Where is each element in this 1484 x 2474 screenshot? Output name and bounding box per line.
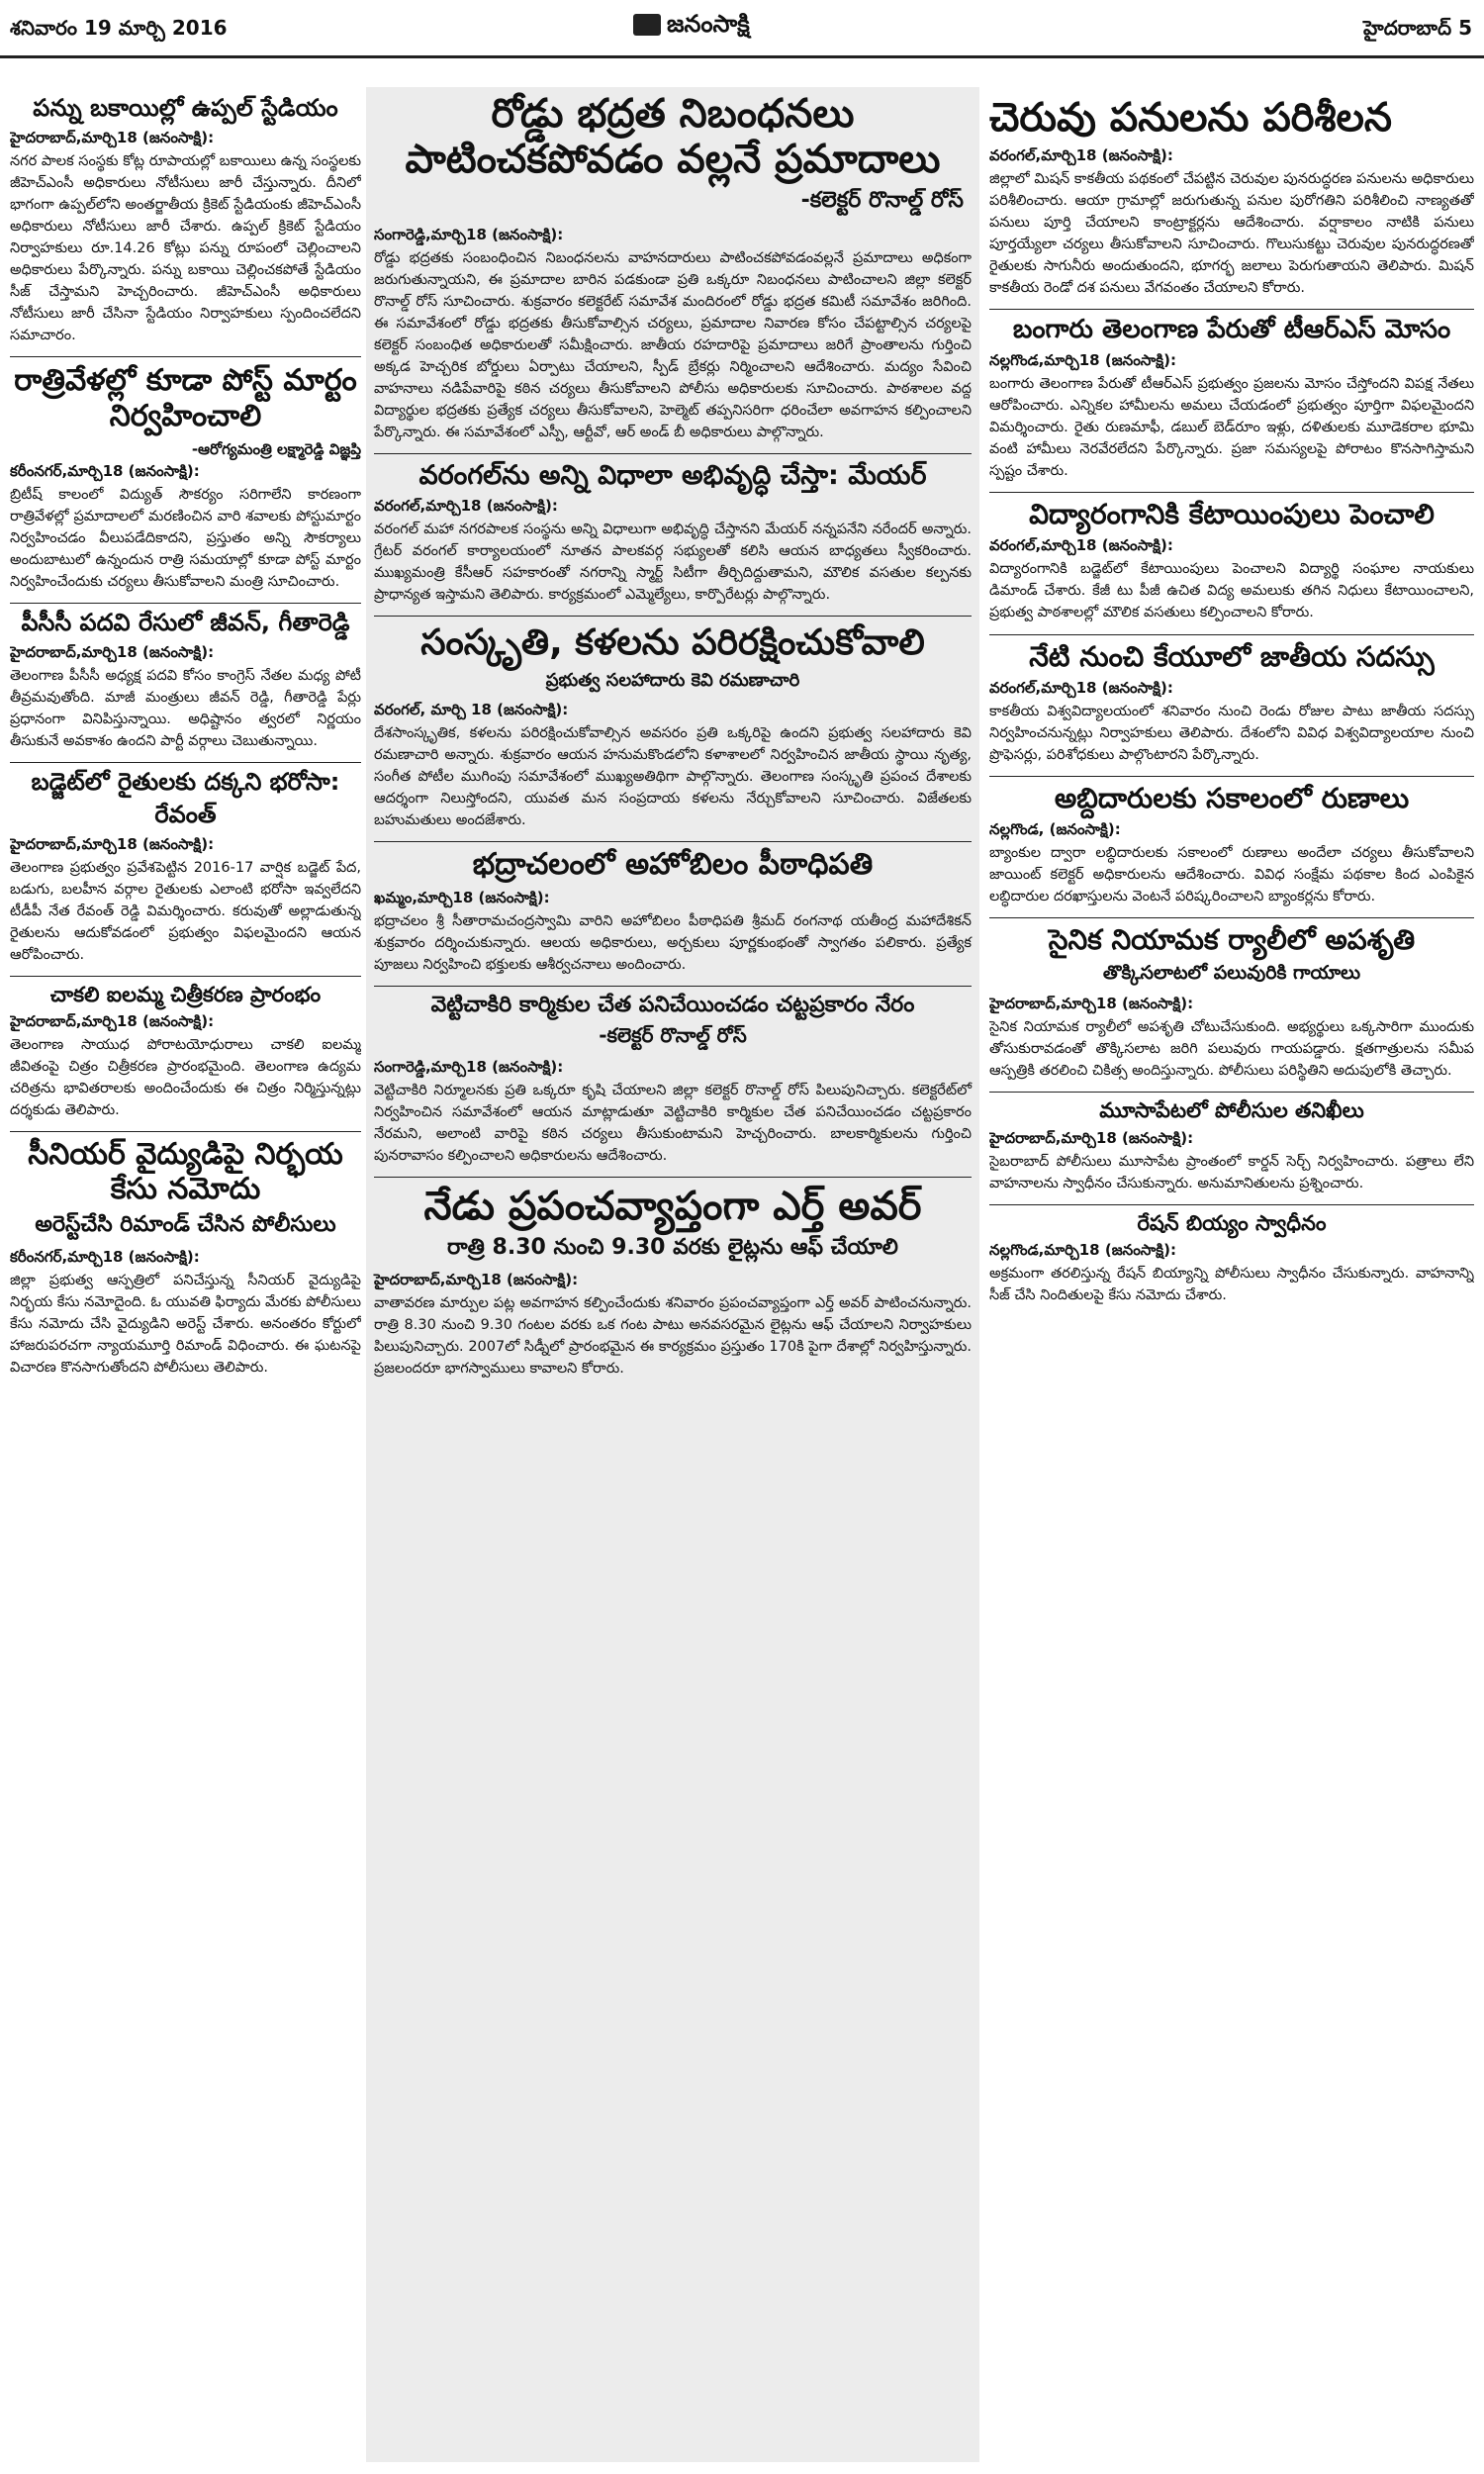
headline: భద్రాచలంలో అహోబిలం పీఠాధిపతి bbox=[472, 847, 874, 882]
headline: వెట్టిచాకిరి కార్మికుల చేత పనిచేయించడం చట్టప్రకారం నేరం bbox=[430, 992, 915, 1017]
subheadline: ప్రభుత్వ సలహాదారు కెవి రమణాచారి bbox=[545, 669, 800, 691]
subheadline: రాత్రి 8.30 నుంచి 9.30 వరకు లైట్లను ఆఫ్ చేయాలి bbox=[447, 1235, 898, 1261]
headline: సంస్కృతి, కళలను పరిరక్షించుకోవాలి bbox=[420, 622, 925, 664]
story-uppal-stadium bbox=[10, 95, 361, 346]
dateline: హైదరాబాద్,మార్చి18 (జనంసాక్షి): bbox=[989, 1128, 1194, 1147]
article-body: భద్రాచలం శ్రీ సీతారామచంద్రస్వామి వారిని అహోబిలం పీఠాధిపతి శ్రీమద్ రంగనాథ యతీంద్ర మహాదేశికన్ శుక్రవారం దర్శించుకున్నారు. ఆలయ అధికారులు, అర్చకులు పూర్ణకుంభంతో స్వాగతం పలికారు. ప్రత్యేక పూజలు నిర్వహించి భక్తులకు ఆశీర్వచనాలు అందించారు. bbox=[374, 912, 972, 973]
dateline: వరంగల్,మార్చి18 (జనంసాక్షి): bbox=[989, 678, 1173, 697]
story-bhadrachalam bbox=[374, 848, 972, 976]
headline: నేటి నుంచి కేయూలో జాతీయ సదస్సు bbox=[1029, 639, 1435, 673]
newspaper-name: జనంసాక్షి bbox=[667, 10, 750, 38]
dateline: హైదరాబాద్,మార్చి18 (జనంసాక్షి): bbox=[10, 1012, 215, 1031]
article-body: సైనిక నియామక ర్యాలీలో అపశృతి చోటుచేసుకుంది. అభ్యర్థులు ఒక్కసారిగా ముందుకు తోసుకురావడంతో తొక్కిసలాట జరిగి పలువురు గాయపడ్డారు. క్షతగాత్రులను సమీప ఆస్పత్రికి తరలించి చికిత్స అందిస్తున్నారు. పోలీసులు పరిస్థితిని అదుపులోకి తెచ్చారు. bbox=[989, 1019, 1474, 1080]
story-nirbhaya-case bbox=[10, 1138, 361, 1379]
story-beneficiary-loans bbox=[989, 783, 1474, 907]
byline: -ఆరోగ్యమంత్రి లక్ష్మారెడ్డి విజ్ఞప్తి bbox=[191, 439, 361, 458]
article-body: వరంగల్ మహా నగరపాలక సంస్థను అన్ని విధాలుగా అభివృద్ధి చేస్తానని మేయర్ నన్నపనేని నరేందర్ అన్నారు. గ్రేటర్ వరంగల్ కార్యాలయంలో నూతన పాలకవర్గ సభ్యులతో కలిసి ఆయన బాధ్యతలు స్వీకరించారు. ముఖ్యమంత్రి కేసీఆర్ సహకారంతో నగరాన్ని స్మార్ట్ సిటీగా తీర్చిదిద్దుతామని, మౌలిక వసతుల కల్పనకు ప్రాధాన్యత ఇస్తామని తెలిపారు. కార్యక్రమంలో ఎమ్మెల్యేలు, కార్పొరేటర్లు పాల్గొన్నారు. bbox=[374, 522, 972, 604]
headline: బడ్జెట్‌లో రైతులకు దక్కని భరోసా: bbox=[31, 767, 340, 796]
dateline: వరంగల్,మార్చి18 (జనంసాక్షి): bbox=[989, 146, 1173, 164]
story-chakali-ilamma bbox=[10, 983, 361, 1121]
newspaper-logo bbox=[633, 10, 750, 44]
headline-line2: రేవంత్ bbox=[154, 801, 217, 829]
logo-icon bbox=[633, 14, 661, 36]
story-warangal-mayor bbox=[374, 460, 972, 606]
headline: బంగారు తెలంగాణ పేరుతో టీఆర్ఎస్ మోసం bbox=[1012, 315, 1451, 345]
headline: రేషన్ బియ్యం స్వాధీనం bbox=[1137, 1210, 1327, 1235]
article-body: సైబరాబాద్ పోలీసులు మూసాపేట ప్రాంతంలో కార్డన్ సెర్చ్ నిర్వహించారు. పత్రాలు లేని వాహనాలను స్వాధీనం చేసుకున్నారు. అనుమానితులను ప్రశ్నించారు. bbox=[989, 1153, 1474, 1191]
story-ku-seminar bbox=[989, 641, 1474, 766]
story-road-safety bbox=[374, 91, 972, 443]
story-post-mortem bbox=[10, 363, 361, 593]
dateline: వరంగల్,మార్చి18 (జనంసాక్షి): bbox=[989, 536, 1173, 555]
dateline: వరంగల్,మార్చి18 (జనంసాక్షి): bbox=[374, 497, 558, 516]
dateline: ఖమ్మం,మార్చి18 (జనంసాక్షి): bbox=[374, 888, 550, 906]
story-tank-works bbox=[989, 95, 1474, 299]
left-column bbox=[10, 91, 361, 2466]
subheadline: తొక్కిసలాటలో పలువురికి గాయాలు bbox=[1102, 962, 1361, 985]
story-education-allocation bbox=[989, 499, 1474, 623]
article-body: బ్రిటీష్ కాలంలో విద్యుత్ సౌకర్యం సరిగాలేని కారణంగా రాత్రివేళల్లో ప్రమాదాలలో మరణించిన వారి శవాలకు పోస్టుమార్టం నిర్వహించడం వీలుపడేదికాదని, ప్రస్తుతం అన్ని సౌకర్యాలు అందుబాటులో ఉన్నందున రాత్రి సమయాల్లో కూడా పోస్ట్ మార్టం నిర్వహించేందుకు చర్యలు తీసుకోవాలని మంత్రి సూచించారు. bbox=[10, 486, 361, 590]
story-earth-hour bbox=[374, 1184, 972, 1380]
headline: చాకలి ఐలమ్మ చిత్రీకరణ ప్రారంభం bbox=[49, 983, 322, 1007]
story-pcc-race bbox=[10, 610, 361, 752]
article-body: బంగారు తెలంగాణ పేరుతో టీఆర్ఎస్ ప్రభుత్వం ప్రజలను మోసం చేస్తోందని విపక్ష నేతలు ఆరోపించారు. ఎన్నికల హామీలను అమలు చేయడంలో ప్రభుత్వం పూర్తిగా విఫలమైందని విమర్శించారు. రైతు రుణమాఫీ, డబుల్ బెడ్‌రూం ఇళ్లు, దళితులకు మూడెకరాల భూమి వంటి హామీలు నెరవేరలేదని పేర్కొన్నారు. ప్రజా సమస్యలపై పోరాటం కొనసాగిస్తామని స్పష్టం చేశారు. bbox=[989, 376, 1474, 480]
article-body: తెలంగాణ పీసీసీ అధ్యక్ష పదవి కోసం కాంగ్రెస్ నేతల మధ్య పోటీ తీవ్రమవుతోంది. మాజీ మంత్రులు జీవన్ రెడ్డి, గీతారెడ్డి పేర్లు ప్రధానంగా వినిపిస్తున్నాయి. అధిష్టానం త్వరలో నిర్ణయం తీసుకునే అవకాశం ఉందని పార్టీ వర్గాలు చెబుతున్నాయి. bbox=[10, 667, 361, 749]
dateline: సంగారెడ్డి,మార్చి18 (జనంసాక్షి): bbox=[374, 1057, 564, 1076]
article-body: వెట్టిచాకిరి నిర్మూలనకు ప్రతి ఒక్కరూ కృషి చేయాలని జిల్లా కలెక్టర్ రొనాల్డ్ రోస్ పిలుపునిచ్చారు. కలెక్టరేట్‌లో నిర్వహించిన సమావేశంలో ఆయన మాట్లాడుతూ వెట్టిచాకిరి కార్మికుల చేత పనిచేయించడం చట్టప్రకారం నేరమని, అలాంటి వారిపై కఠిన చర్యలు తీసుకుంటామని హెచ్చరించారు. బాలకార్మికులను గుర్తించి పునరావాసం కల్పించాలని అధికారులను ఆదేశించారు. bbox=[374, 1082, 972, 1164]
article-body: దేశసాంస్కృతిక, కళలను పరిరక్షించుకోవాల్సిన అవసరం ప్రతి ఒక్కరిపై ఉందని ప్రభుత్వ సలహాదారు కెవి రమణాచారి అన్నారు. శుక్రవారం ఆయన హనుమకొండలోని కళాశాలలో నిర్వహించిన జాతీయ స్థాయి నృత్య, సంగీత పోటీల ముగింపు సమావేశంలో ముఖ్యఅతిథిగా పాల్గొన్నారు. తెలంగాణ సంస్కృతి ప్రపంచ దేశాలకు ఆదర్శంగా నిలుస్తోందని, యువత మన సంప్రదాయ కళలను నేర్చుకోవాలని సూచించారు. విజేతలకు బహుమతులు అందజేశారు. bbox=[374, 724, 972, 828]
story-culture-arts bbox=[374, 622, 972, 831]
headline: వరంగల్‌ను అన్ని విధాలా అభివృద్ధి చేస్తా: మేయర్ bbox=[418, 460, 927, 492]
article-body: రోడ్డు భద్రతకు సంబంధించిన నిబంధనలను వాహనదారులు పాటించకపోవడంవల్లనే ప్రమాదాలు అధికంగా జరుగుతున్నాయని, ఈ ప్రమాదాల బారిన పడకుండా ప్రతి ఒక్కరూ నిబంధనలు పాటించాలని జిల్లా కలెక్టర్ రొనాల్డ్ రోస్ సూచించారు. శుక్రవారం కలెక్టరేట్ సమావేశ మందిరంలో రోడ్డు భద్రత కమిటీ సమావేశం జరిగింది. ఈ సమావేశంలో రోడ్డు భద్రతకు తీసుకోవాల్సిన చర్యలు, ప్రమాదాల నివారణ కోసం చేపట్టాల్సిన చర్యలపై కలెక్టర్ సంబంధిత అధికారులతో సమీక్షించారు. జాతీయ రహదారిపై ప్రమాదాలు జరిగే ప్రాంతాలను గుర్తించి అక్కడ హెచ్చరిక బోర్డులు ఏర్పాటు చేయాలని, స్పీడ్ బ్రేకర్లు నిర్మించాలని ఆదేశించారు. మద్యం సేవించి వాహనాలు నడిపేవారిపై కఠిన చర్యలు తీసుకోవాలని పోలీసు అధికారులకు సూచించారు. పాఠశాలల వద్ద విద్యార్థుల భద్రతకు ప్రత్యేక చర్యలు తీసుకోవాలని, హెల్మెట్ తప్పనిసరిగా ధరించేలా అవగాహన కల్పించాలని పేర్కొన్నారు. ఈ సమావేశంలో ఎస్పీ, ఆర్టీవో, ఆర్ అండ్ బీ అధికారులు పాల్గొన్నారు. bbox=[374, 250, 972, 441]
dateline: హైదరాబాద్,మార్చి18 (జనంసాక్షి): bbox=[10, 834, 215, 853]
story-army-rally bbox=[989, 924, 1474, 1082]
story-musapet-checks bbox=[989, 1098, 1474, 1193]
dateline: హైదరాబాద్,మార్చి18 (జనంసాక్షి): bbox=[989, 995, 1194, 1013]
article-body: తెలంగాణ ప్రభుత్వం ప్రవేశపెట్టిన 2016-17 వార్షిక బడ్జెట్ పేద, బడుగు, బలహీన వర్గాల రైతులకు ఎలాంటి భరోసా ఇవ్వలేదని టీడీపీ నేత రేవంత్ రెడ్డి విమర్శించారు. కరువుతో అల్లాడుతున్న రైతులను ఆదుకోవడంలో ప్రభుత్వం విఫలమైందని ఆయన ఆరోపించారు. bbox=[10, 859, 361, 964]
story-budget-farmers bbox=[10, 769, 361, 966]
headline: నేడు ప్రపంచవ్యాప్తంగా ఎర్త్ అవర్ bbox=[423, 1184, 922, 1230]
dateline: కరీంనగర్,మార్చి18 (జనంసాక్షి): bbox=[10, 461, 200, 480]
story-trs-cheating bbox=[989, 316, 1474, 482]
headline: సైనిక నియామక ర్యాలీలో అపశృతి bbox=[1048, 923, 1416, 957]
story-bonded-labour bbox=[374, 993, 972, 1167]
article-body: నగర పాలక సంస్థకు కోట్ల రూపాయల్లో బకాయిలు ఉన్న సంస్థలకు జీహెచ్ఎంసీ అధికారులు నోటీసులు జారీ చేస్తున్నారు. దీనిలో భాగంగా ఉప్పల్‌లోని అంతర్జాతీయ క్రికెట్ స్టేడియంకు జీహెచ్ఎంసీ అధికారులు నోటీసులు జారీ చేశారు. ఉప్పల్ క్రికెట్ స్టేడియం నిర్వాహకులు రూ.14.26 కోట్లు పన్ను రూపంలో చెల్లించాలని అధికారులు పేర్కొన్నారు. పన్ను బకాయి చెల్లించకపోతే స్టేడియం సీజ్ చేస్తామని హెచ్చరించారు. జీహెచ్ఎంసీ అధికారులు నోటీసులు జారీ చేసినా స్టేడియం నిర్వాహకులు స్పందించలేదని సమాచారం. bbox=[10, 152, 361, 343]
article-body: జిల్లా ప్రభుత్వ ఆస్పత్రిలో పనిచేస్తున్న సీనియర్ వైద్యుడిపై నిర్భయ కేసు నమోదైంది. ఓ యువతి ఫిర్యాదు మేరకు పోలీసులు కేసు నమోదు చేసి వైద్యుడిని అరెస్ట్ చేశారు. అనంతరం కోర్టులో హాజరుపరచగా న్యాయమూర్తి రిమాండ్ విధించారు. ఈ ఘటనపై విచారణ కొనసాగుతోందని పోలీసులు తెలిపారు. bbox=[10, 1273, 361, 1377]
article-body: బ్యాంకుల ద్వారా లబ్ధిదారులకు సకాలంలో రుణాలు అందేలా చర్యలు తీసుకోవాలని జాయింట్ కలెక్టర్ అధికారులను ఆదేశించారు. వివిధ సంక్షేమ పథకాల కింద ఎంపికైన లబ్ధిదారుల దరఖాస్తులను వెంటనే పరిష్కరించాలని బ్యాంకర్లను కోరారు. bbox=[989, 844, 1474, 905]
middle-column bbox=[366, 87, 979, 2462]
article-body: కాకతీయ విశ్వవిద్యాలయంలో శనివారం నుంచి రెండు రోజుల పాటు జాతీయ సదస్సు నిర్వహించనున్నట్లు నిర్వాహకులు తెలిపారు. దేశంలోని వివిధ విశ్వవిద్యాలయాల నుంచి ప్రొఫెసర్లు, పరిశోధకులు పాల్గొంటారని పేర్కొన్నారు. bbox=[989, 703, 1474, 763]
article-body: తెలంగాణ సాయుధ పోరాటయోధురాలు చాకలి ఐలమ్మ జీవితంపై చిత్రం చిత్రీకరణ ప్రారంభమైంది. తెలంగాణ ఉద్యమ చరిత్రను భావితరాలకు అందించేందుకు ఈ చిత్రం నిర్మిస్తున్నట్లు దర్శకుడు తెలిపారు. bbox=[10, 1037, 361, 1119]
dateline: హైదరాబాద్,మార్చి18 (జనంసాక్షి): bbox=[10, 642, 215, 661]
dateline: నల్లగొండ, (జనంసాక్షి): bbox=[989, 819, 1121, 838]
headline: అబ్దిదారులకు సకాలంలో రుణాలు bbox=[1054, 781, 1410, 814]
article-body: జిల్లాలో మిషన్ కాకతీయ పథకంలో చేపట్టిన చెరువుల పునరుద్ధరణ పనులను అధికారులు పరిశీలించారు. ఆయా గ్రామాల్లో జరుగుతున్న పనుల పురోగతిని పరిశీలించి నాణ్యతతో పనులు పూర్తి చేయాలని కాంట్రాక్టర్లను ఆదేశించారు. వర్షాకాలం నాటికి పనులు పూర్తయ్యేలా చర్యలు తీసుకోవాలని సూచించారు. గొలుసుకట్టు చెరువుల పునరుద్ధరణతో రైతులకు సాగునీరు అందుతుందని, భూగర్భ జలాలు పెరుగుతాయని తెలిపారు. మిషన్ కాకతీయ రెండో దశ పనులు వేగవంతం చేయాలని కోరారు. bbox=[989, 171, 1474, 297]
byline: -కలెక్టర్ రొనాల్డ్ రోస్ bbox=[599, 1022, 747, 1047]
headline: చెరువు పనులను పరిశీలన bbox=[989, 95, 1392, 141]
dateline: సంగారెడ్డి,మార్చి18 (జనంసాక్షి): bbox=[374, 226, 564, 243]
headline: మూసాపేటలో పోలీసుల తనిఖీలు bbox=[1099, 1098, 1364, 1123]
story-ration-rice bbox=[989, 1211, 1474, 1306]
right-column bbox=[989, 91, 1474, 2466]
dateline: హైదరాబాద్,మార్చి18 (జనంసాక్షి): bbox=[10, 128, 215, 146]
headline: సీనియర్ వైద్యుడిపై నిర్భయ కేసు నమోదు bbox=[28, 1137, 343, 1206]
dateline: వరంగల్, మార్చి 18 (జనంసాక్షి): bbox=[374, 700, 569, 718]
headline: రోడ్డు భద్రత నిబంధనలు పాటించకపోవడం వల్లనే ప్రమాదాలు bbox=[405, 91, 941, 182]
headline: పీసీసీ పదవి రేసులో జీవన్, గీతారెడ్డి bbox=[21, 609, 350, 637]
dateline: నల్లగొండ,మార్చి18 (జనంసాక్షి): bbox=[989, 351, 1176, 370]
article-body: విద్యారంగానికి బడ్జెట్‌లో కేటాయింపులు పెంచాలని విద్యార్థి సంఘాల నాయకులు డిమాండ్ చేశారు. కేజీ టు పీజీ ఉచిత విద్య అమలుకు తగిన నిధులు కేటాయించాలని, ప్రభుత్వ పాఠశాలల్లో మౌలిక వసతులు కల్పించాలని కోరారు. bbox=[989, 561, 1474, 621]
headline: విద్యారంగానికి కేటాయింపులు పెంచాలి bbox=[1029, 498, 1435, 531]
issue-date: శనివారం 19 మార్చి 2016 bbox=[10, 16, 228, 40]
dateline: హైదరాబాద్,మార్చి18 (జనంసాక్షి): bbox=[374, 1271, 579, 1289]
article-body: వాతావరణ మార్పుల పట్ల అవగాహన కల్పించేందుకు శనివారం ప్రపంచవ్యాప్తంగా ఎర్త్ అవర్ పాటించనున్నారు. రాత్రి 8.30 నుంచి 9.30 గంటల వరకు ఒక గంట పాటు అనవసరమైన లైట్లను ఆఫ్ చేయాలని నిర్వాహకులు పిలుపునిచ్చారు. 2007లో సిడ్నీలో ప్రారంభమైన ఈ కార్యక్రమం ప్రస్తుతం 170కి పైగా దేశాల్లో నిర్వహిస్తున్నారు. ప్రజలందరూ భాగస్వాములు కావాలని కోరారు. bbox=[374, 1295, 972, 1378]
page-location: హైదరాబాద్ 5 bbox=[1363, 16, 1472, 40]
masthead bbox=[0, 0, 1484, 58]
dateline: నల్లగొండ,మార్చి18 (జనంసాక్షి): bbox=[989, 1240, 1176, 1259]
dateline: కరీంనగర్,మార్చి18 (జనంసాక్షి): bbox=[10, 1248, 200, 1267]
byline: -కలెక్టర్ రొనాల్డ్ రోస్ bbox=[800, 188, 964, 213]
subheadline: అరెస్ట్‌చేసి రిమాండ్ చేసిన పోలీసులు bbox=[35, 1212, 336, 1238]
article-body: అక్రమంగా తరలిస్తున్న రేషన్ బియ్యాన్ని పోలీసులు స్వాధీనం చేసుకున్నారు. వాహనాన్ని సీజ్ చేసి నిందితులపై కేసు నమోదు చేశారు. bbox=[989, 1265, 1474, 1303]
headline: రాత్రివేళల్లో కూడా పోస్ట్ మార్టం నిర్వహించాలి bbox=[14, 362, 357, 433]
headline: పన్ను బకాయిల్లో ఉప్పల్ స్టేడియం bbox=[33, 94, 338, 122]
